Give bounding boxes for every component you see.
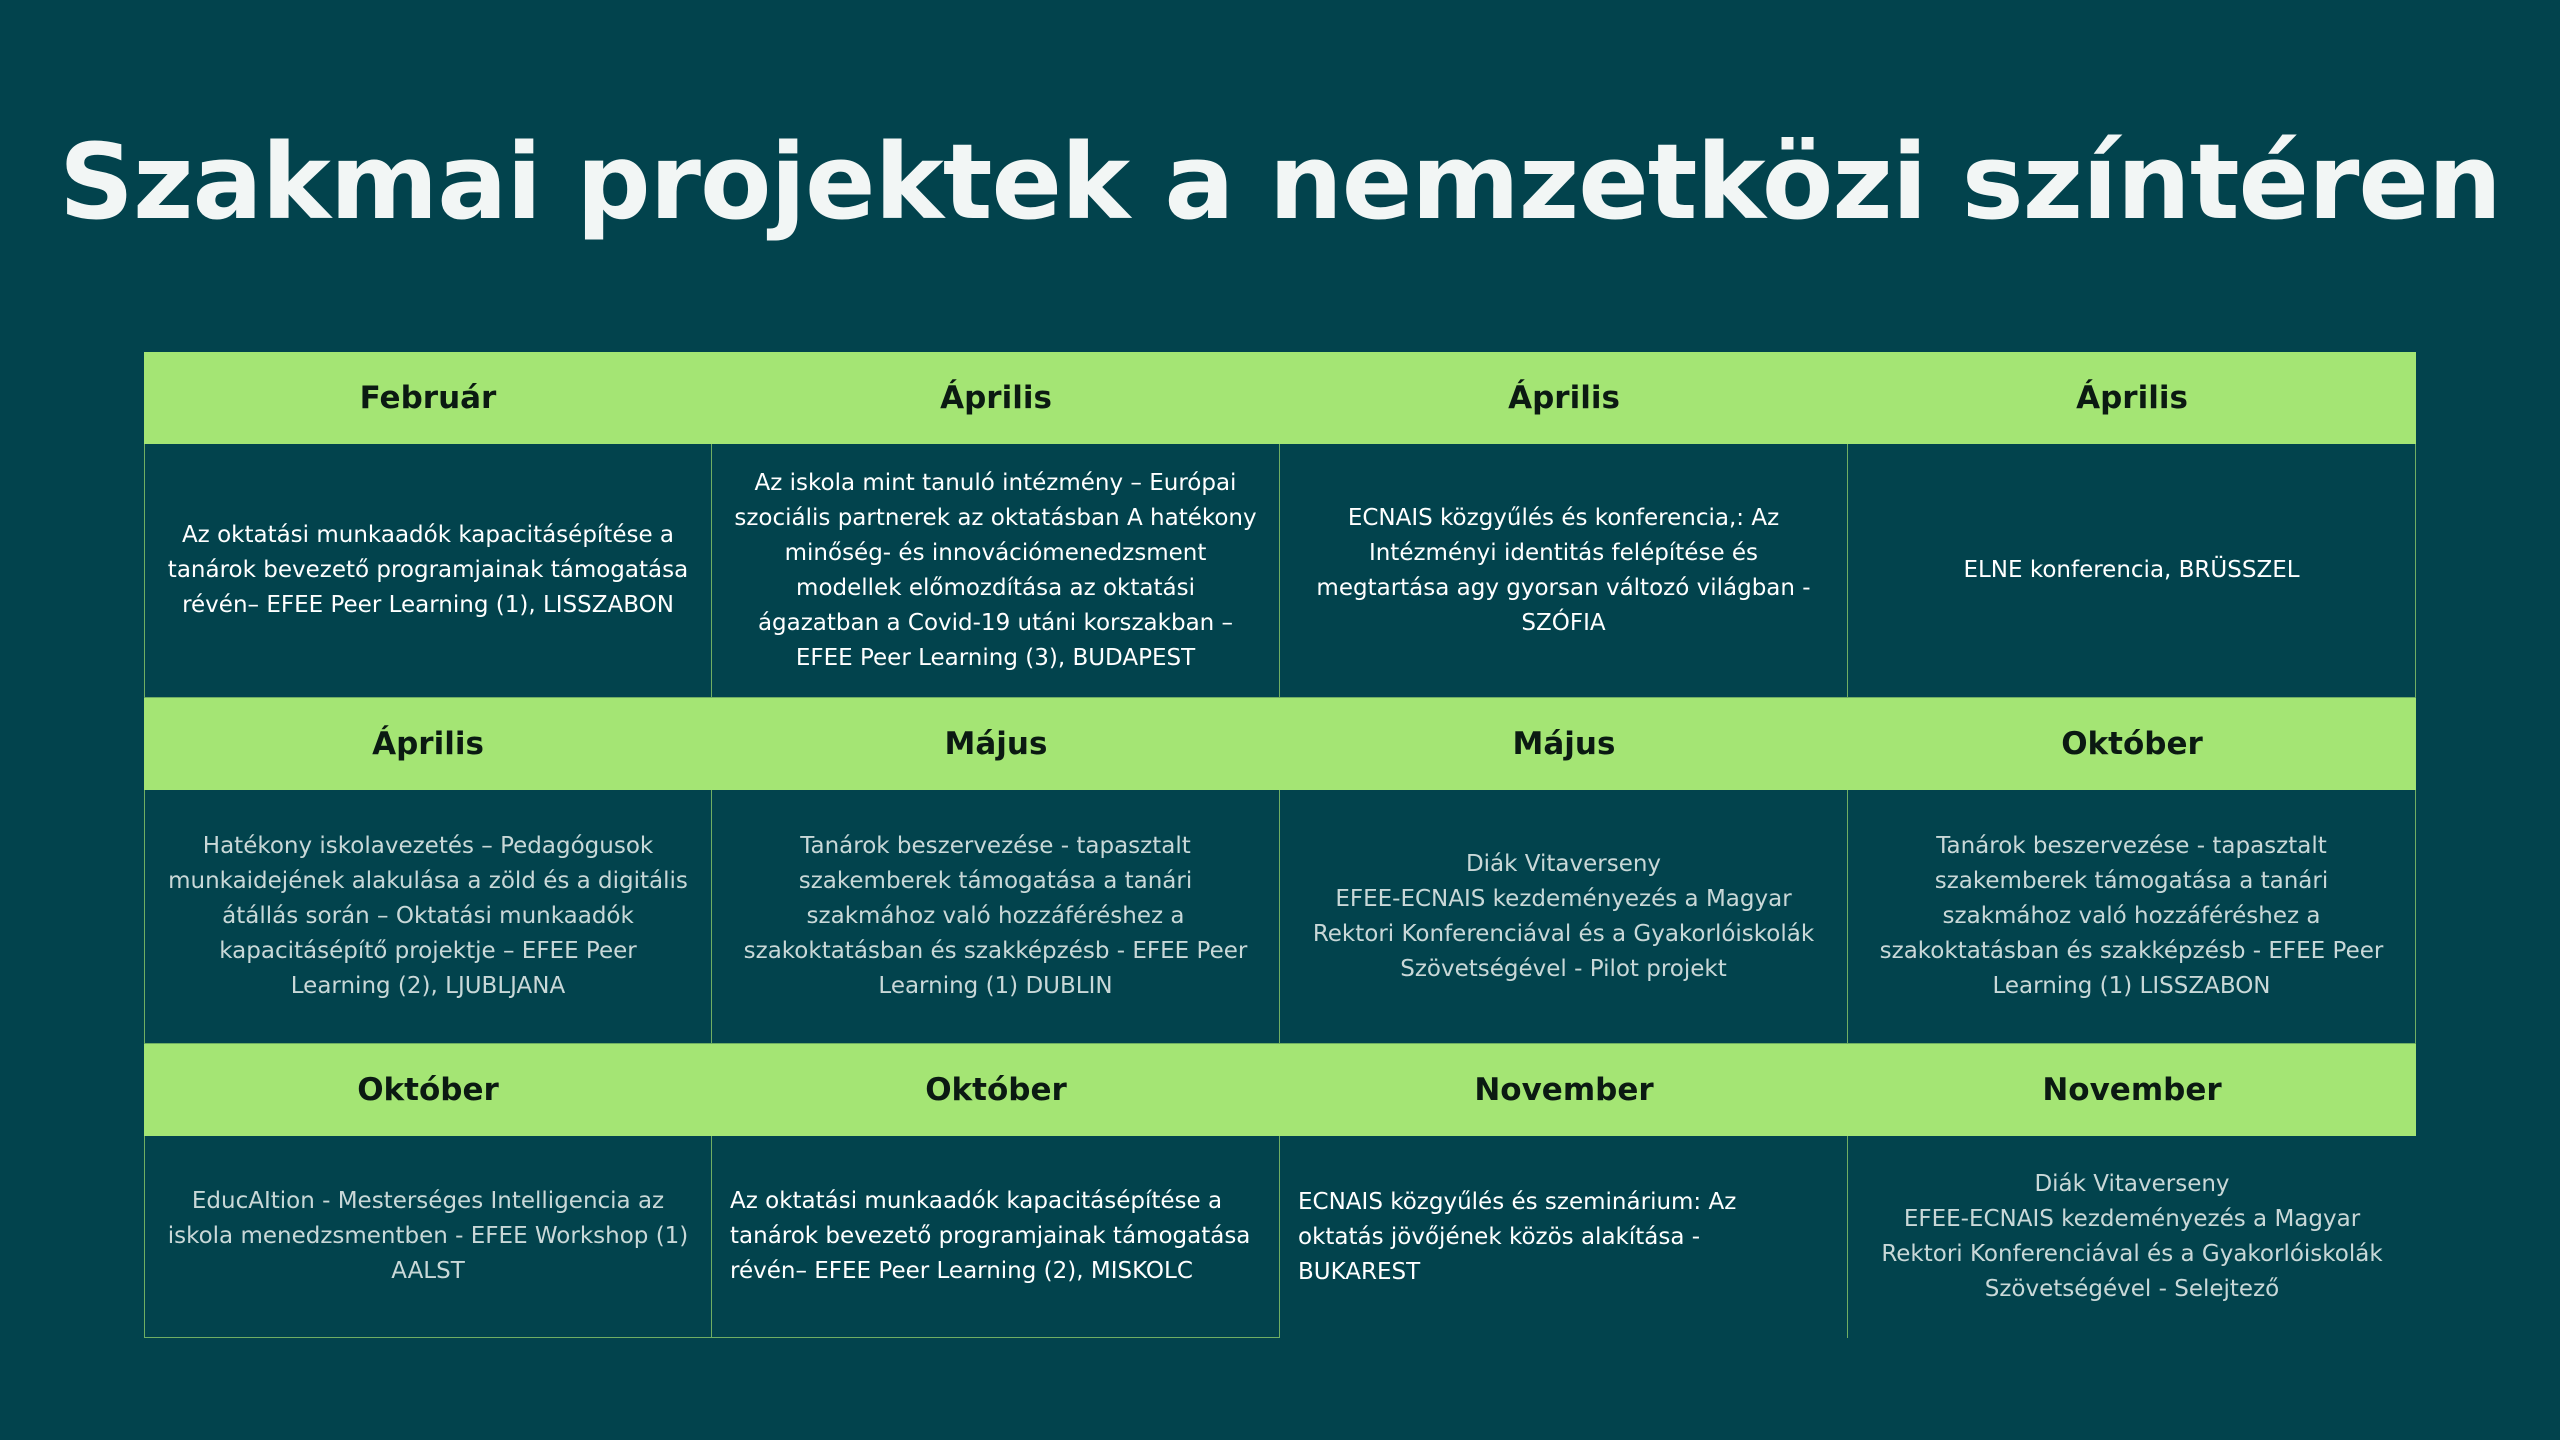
month-header: Április: [1848, 352, 2416, 444]
event-description: Az iskola mint tanuló intézmény – Európai szociális partnerek az oktatásban A hatékony minőség- és innovációmenedzsment modellek előmozdítása az oktatási ágazatban a Covid-19 utáni korszakban – EFEE Peer Learning (3), BUDAPEST: [712, 444, 1280, 698]
event-description: Diák Vitaverseny EFEE-ECNAIS kezdeményezés a Magyar Rektori Konferenciával és a Gyakorlóiskolák Szövetségével - Pilot projekt: [1280, 790, 1848, 1044]
event-description: Az oktatási munkaadók kapacitásépítése a tanárok bevezető programjainak támogatása révén– EFEE Peer Learning (1), LISSZABON: [144, 444, 712, 698]
month-header: November: [1848, 1044, 2416, 1136]
month-header: Május: [1280, 698, 1848, 790]
event-description: Tanárok beszervezése - tapasztalt szakemberek támogatása a tanári szakmához való hozzáféréshez a szakoktatásban és szakképzésb - EFEE Peer Learning (1) DUBLIN: [712, 790, 1280, 1044]
month-header: Április: [144, 698, 712, 790]
month-header: Október: [712, 1044, 1280, 1136]
event-description: Diák Vitaverseny EFEE-ECNAIS kezdeményezés a Magyar Rektori Konferenciával és a Gyakorlóiskolák Szövetségével - Selejtező: [1881, 1171, 2383, 1302]
event-description: ECNAIS közgyűlés és konferencia,: Az Intézményi identitás felépítése és megtartása agy gyorsan változó világban - SZÓFIA: [1280, 444, 1848, 698]
event-description: ECNAIS közgyűlés és szeminárium: Az oktatás jövőjének közös alakítása - BUKAREST: [1280, 1136, 1848, 1338]
event-description: EducAItion - Mesterséges Intelligencia az iskola menedzsmentben - EFEE Workshop (1) AALST: [144, 1136, 712, 1338]
month-header: Április: [1280, 352, 1848, 444]
event-description: Hatékony iskolavezetés – Pedagógusok munkaidejének alakulása a zöld és a digitális átállás során – Oktatási munkaadók kapacitásépítő projektje – EFEE Peer Learning (2), LJUBLJANA: [144, 790, 712, 1044]
month-header: November: [1280, 1044, 1848, 1136]
month-header: Október: [144, 1044, 712, 1136]
events-table: [144, 352, 2416, 1338]
month-header: Február: [144, 352, 712, 444]
month-header: Április: [712, 352, 1280, 444]
month-header: Május: [712, 698, 1280, 790]
event-description: Az oktatási munkaadók kapacitásépítése a tanárok bevezető programjainak támogatása révén– EFEE Peer Learning (2), MISKOLC: [712, 1136, 1280, 1338]
event-description: ELNE konferencia, BRÜSSZEL: [1848, 444, 2416, 698]
month-header: Október: [1848, 698, 2416, 790]
page-title: Szakmai projektek a nemzetközi színtéren: [59, 121, 2501, 243]
event-description: Tanárok beszervezése - tapasztalt szakemberek támogatása a tanári szakmához való hozzáféréshez a szakoktatásban és szakképzésb - EFEE Peer Learning (1) LISSZABON: [1848, 790, 2416, 1044]
